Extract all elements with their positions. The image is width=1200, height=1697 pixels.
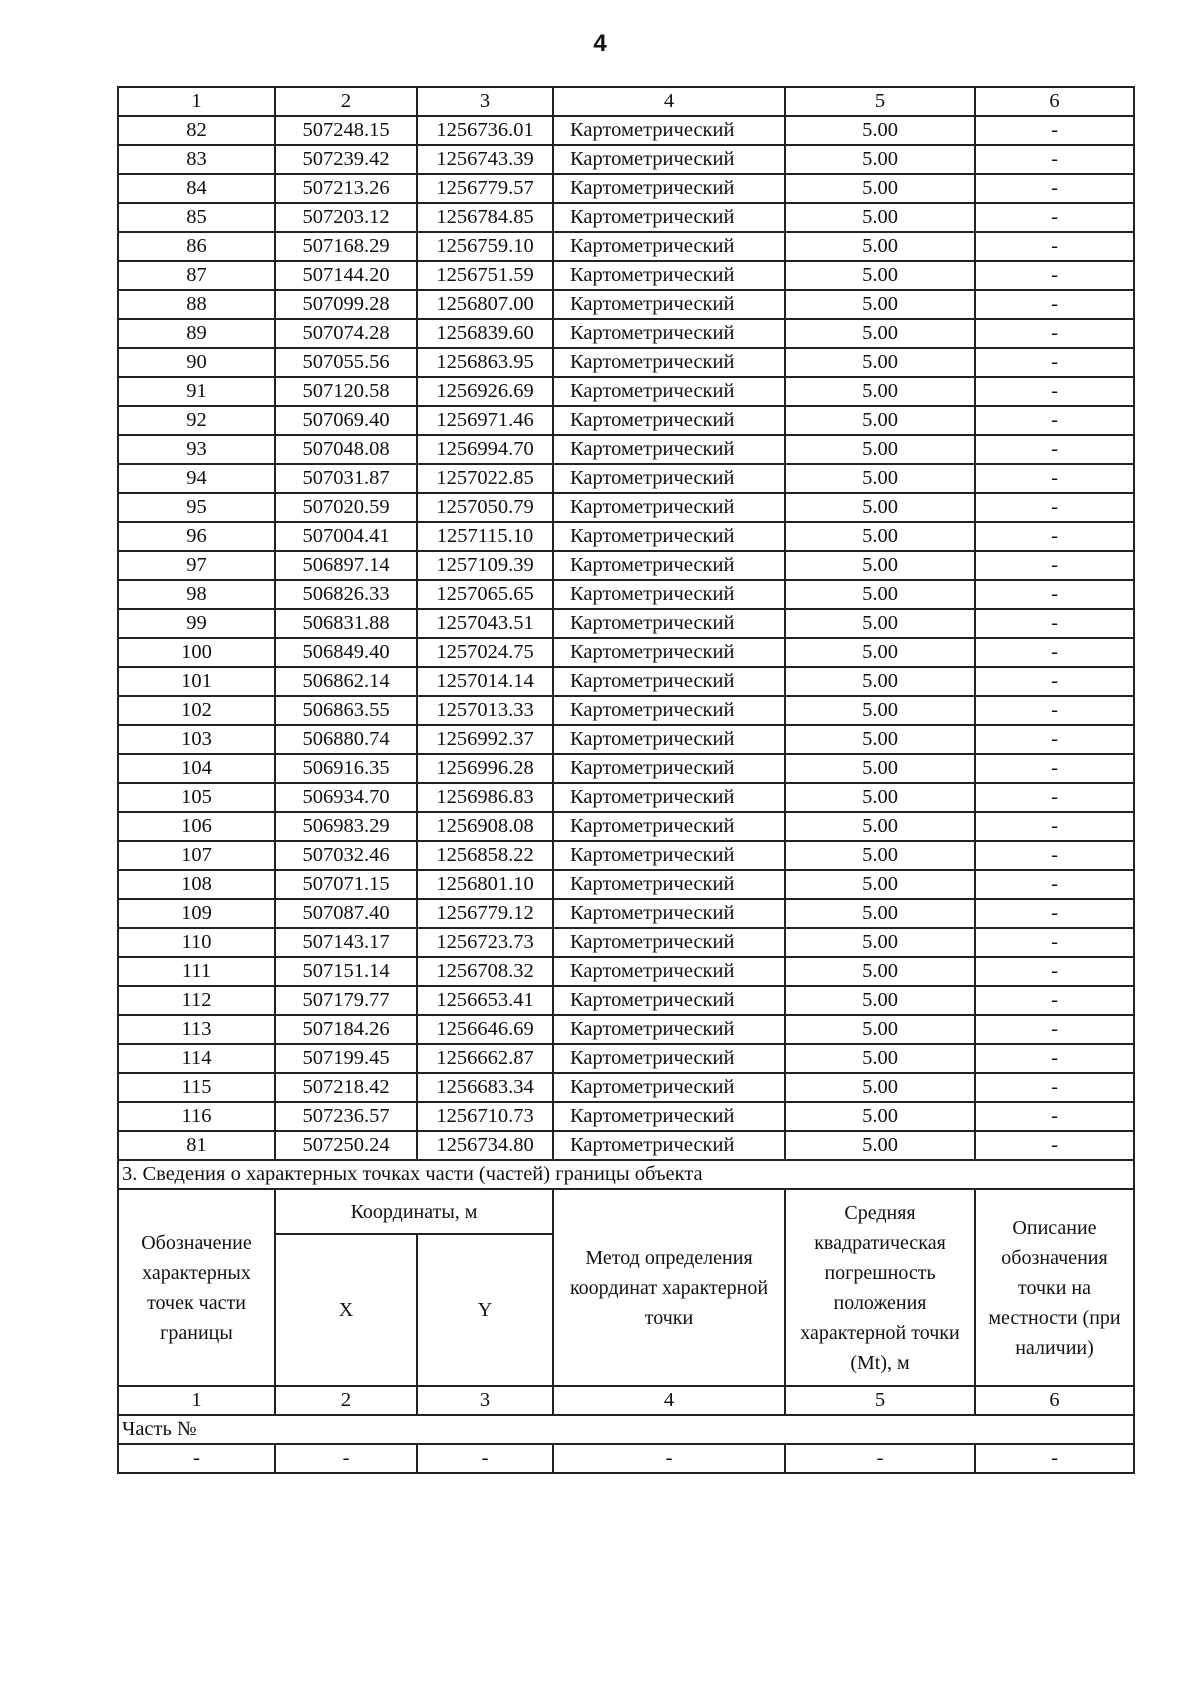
method-cell: Картометрический xyxy=(553,1131,785,1160)
coord-x-cell: 507203.12 xyxy=(275,203,417,232)
method-cell: Картометрический xyxy=(553,638,785,667)
description-cell: - xyxy=(975,1102,1134,1131)
coord-y-cell: 1256736.01 xyxy=(417,116,553,145)
description-cell: - xyxy=(975,957,1134,986)
method-cell: Картометрический xyxy=(553,377,785,406)
mean-error-cell: 5.00 xyxy=(785,638,975,667)
mean-error-cell: 5.00 xyxy=(785,348,975,377)
mean-error-cell: 5.00 xyxy=(785,551,975,580)
mean-error-cell: 5.00 xyxy=(785,116,975,145)
section-3-header-row-top xyxy=(118,1189,1134,1234)
coord-x-cell: 507213.26 xyxy=(275,174,417,203)
page-number: 4 xyxy=(593,30,607,57)
mean-error-cell: 5.00 xyxy=(785,754,975,783)
mean-error-cell: 5.00 xyxy=(785,870,975,899)
coord-x-cell: 507004.41 xyxy=(275,522,417,551)
method-cell: Картометрический xyxy=(553,435,785,464)
coord-y-cell: 1256992.37 xyxy=(417,725,553,754)
method-cell: Картометрический xyxy=(553,1015,785,1044)
coord-x-cell: 506826.33 xyxy=(275,580,417,609)
table-row xyxy=(118,986,1134,1015)
table-row xyxy=(118,957,1134,986)
point-number-cell: 100 xyxy=(118,638,275,667)
mean-error-cell: 5.00 xyxy=(785,232,975,261)
header-mean-error: Средняя квадратическая погрешность положения характерной точки (Mt), м xyxy=(785,1189,975,1386)
table-row xyxy=(118,116,1134,145)
coord-x-cell: 507055.56 xyxy=(275,348,417,377)
description-cell: - xyxy=(975,174,1134,203)
table-row xyxy=(118,1131,1134,1160)
coord-y-cell: 1257115.10 xyxy=(417,522,553,551)
description-cell: - xyxy=(975,812,1134,841)
column-number: 5 xyxy=(785,87,975,116)
table-row xyxy=(118,290,1134,319)
coord-x-cell: 506897.14 xyxy=(275,551,417,580)
coord-x-cell: 506880.74 xyxy=(275,725,417,754)
point-number-cell: 116 xyxy=(118,1102,275,1131)
mean-error-cell: 5.00 xyxy=(785,319,975,348)
column-number: 4 xyxy=(553,1386,785,1415)
coord-y-cell: 1257024.75 xyxy=(417,638,553,667)
method-cell: Картометрический xyxy=(553,406,785,435)
description-cell: - xyxy=(975,1015,1134,1044)
coord-x-cell: 507236.57 xyxy=(275,1102,417,1131)
coord-x-cell: 507144.20 xyxy=(275,261,417,290)
table-row xyxy=(118,725,1134,754)
point-number-cell: 113 xyxy=(118,1015,275,1044)
description-cell: - xyxy=(975,261,1134,290)
method-cell: Картометрический xyxy=(553,1044,785,1073)
table-row xyxy=(118,870,1134,899)
table-row xyxy=(118,696,1134,725)
description-cell: - xyxy=(975,725,1134,754)
point-number-cell: 105 xyxy=(118,783,275,812)
table-row xyxy=(118,145,1134,174)
section-3-column-number-row xyxy=(118,1386,1134,1415)
table-row xyxy=(118,261,1134,290)
method-cell: Картометрический xyxy=(553,493,785,522)
table-row xyxy=(118,232,1134,261)
table-row xyxy=(118,1102,1134,1131)
section-3-title-row xyxy=(118,1160,1134,1189)
mean-error-cell: 5.00 xyxy=(785,522,975,551)
description-cell: - xyxy=(975,435,1134,464)
table-row xyxy=(118,783,1134,812)
coord-x-cell: 507069.40 xyxy=(275,406,417,435)
method-cell: Картометрический xyxy=(553,203,785,232)
coord-y-cell: 1257014.14 xyxy=(417,667,553,696)
table-row xyxy=(118,435,1134,464)
method-cell: Картометрический xyxy=(553,116,785,145)
method-cell: Картометрический xyxy=(553,928,785,957)
coord-x-cell: 506849.40 xyxy=(275,638,417,667)
coord-x-cell: 507179.77 xyxy=(275,986,417,1015)
coord-y-cell: 1256723.73 xyxy=(417,928,553,957)
coord-x-cell: 507143.17 xyxy=(275,928,417,957)
point-number-cell: 83 xyxy=(118,145,275,174)
table-row xyxy=(118,493,1134,522)
coord-x-cell: 506862.14 xyxy=(275,667,417,696)
table-row xyxy=(118,928,1134,957)
description-cell: - xyxy=(975,1073,1134,1102)
mean-error-cell: 5.00 xyxy=(785,957,975,986)
table-row xyxy=(118,319,1134,348)
coord-x-cell: 507032.46 xyxy=(275,841,417,870)
coord-y-cell: 1257013.33 xyxy=(417,696,553,725)
table-row xyxy=(118,580,1134,609)
method-cell: Картометрический xyxy=(553,754,785,783)
table-row xyxy=(118,754,1134,783)
table-row xyxy=(118,899,1134,928)
coord-x-cell: 506916.35 xyxy=(275,754,417,783)
description-cell: - xyxy=(975,319,1134,348)
description-cell: - xyxy=(975,116,1134,145)
method-cell: Картометрический xyxy=(553,1102,785,1131)
mean-error-cell: 5.00 xyxy=(785,1044,975,1073)
description-cell: - xyxy=(975,290,1134,319)
header-y: Y xyxy=(417,1234,553,1386)
point-number-cell: 115 xyxy=(118,1073,275,1102)
empty-cell: - xyxy=(417,1444,553,1473)
point-number-cell: 93 xyxy=(118,435,275,464)
coord-x-cell: 507218.42 xyxy=(275,1073,417,1102)
table-row xyxy=(118,1073,1134,1102)
mean-error-cell: 5.00 xyxy=(785,493,975,522)
description-cell: - xyxy=(975,493,1134,522)
coord-y-cell: 1256734.80 xyxy=(417,1131,553,1160)
point-number-cell: 96 xyxy=(118,522,275,551)
table-row xyxy=(118,812,1134,841)
point-number-cell: 97 xyxy=(118,551,275,580)
coord-x-cell: 507184.26 xyxy=(275,1015,417,1044)
point-number-cell: 95 xyxy=(118,493,275,522)
description-cell: - xyxy=(975,609,1134,638)
description-cell: - xyxy=(975,464,1134,493)
section-3-title: 3. Сведения о характерных точках части (частей) границы объекта xyxy=(118,1160,1134,1189)
point-number-cell: 101 xyxy=(118,667,275,696)
description-cell: - xyxy=(975,696,1134,725)
coord-y-cell: 1256779.57 xyxy=(417,174,553,203)
point-number-cell: 102 xyxy=(118,696,275,725)
part-label: Часть № xyxy=(118,1415,1134,1444)
method-cell: Картометрический xyxy=(553,464,785,493)
description-cell: - xyxy=(975,551,1134,580)
column-number: 6 xyxy=(975,87,1134,116)
part-label-row xyxy=(118,1415,1134,1444)
point-number-cell: 85 xyxy=(118,203,275,232)
mean-error-cell: 5.00 xyxy=(785,841,975,870)
mean-error-cell: 5.00 xyxy=(785,783,975,812)
description-cell: - xyxy=(975,783,1134,812)
table-row xyxy=(118,174,1134,203)
description-cell: - xyxy=(975,1044,1134,1073)
mean-error-cell: 5.00 xyxy=(785,580,975,609)
description-cell: - xyxy=(975,928,1134,957)
header-method: Метод определения координат характерной точки xyxy=(553,1189,785,1386)
description-cell: - xyxy=(975,667,1134,696)
coord-x-cell: 506934.70 xyxy=(275,783,417,812)
table-row xyxy=(118,551,1134,580)
column-number: 3 xyxy=(417,1386,553,1415)
coord-x-cell: 507248.15 xyxy=(275,116,417,145)
coord-x-cell: 506983.29 xyxy=(275,812,417,841)
mean-error-cell: 5.00 xyxy=(785,725,975,754)
table-row xyxy=(118,1015,1134,1044)
empty-cell: - xyxy=(553,1444,785,1473)
column-number: 3 xyxy=(417,87,553,116)
point-number-cell: 90 xyxy=(118,348,275,377)
mean-error-cell: 5.00 xyxy=(785,1131,975,1160)
point-number-cell: 81 xyxy=(118,1131,275,1160)
method-cell: Картометрический xyxy=(553,609,785,638)
coord-y-cell: 1256996.28 xyxy=(417,754,553,783)
mean-error-cell: 5.00 xyxy=(785,1015,975,1044)
coord-y-cell: 1256858.22 xyxy=(417,841,553,870)
method-cell: Картометрический xyxy=(553,348,785,377)
mean-error-cell: 5.00 xyxy=(785,290,975,319)
table-row xyxy=(118,348,1134,377)
header-x: X xyxy=(275,1234,417,1386)
method-cell: Картометрический xyxy=(553,551,785,580)
point-number-cell: 89 xyxy=(118,319,275,348)
mean-error-cell: 5.00 xyxy=(785,203,975,232)
header-point-designation: Обозначение характерных точек части границы xyxy=(118,1189,275,1386)
table-row xyxy=(118,841,1134,870)
coord-x-cell: 507074.28 xyxy=(275,319,417,348)
description-cell: - xyxy=(975,145,1134,174)
description-cell: - xyxy=(975,522,1134,551)
coord-y-cell: 1257043.51 xyxy=(417,609,553,638)
method-cell: Картометрический xyxy=(553,667,785,696)
coordinates-table xyxy=(117,86,1135,1474)
coord-y-cell: 1256801.10 xyxy=(417,870,553,899)
coord-y-cell: 1256646.69 xyxy=(417,1015,553,1044)
point-number-cell: 114 xyxy=(118,1044,275,1073)
column-number: 2 xyxy=(275,87,417,116)
mean-error-cell: 5.00 xyxy=(785,609,975,638)
method-cell: Картометрический xyxy=(553,261,785,290)
mean-error-cell: 5.00 xyxy=(785,1102,975,1131)
coord-y-cell: 1256708.32 xyxy=(417,957,553,986)
point-number-cell: 84 xyxy=(118,174,275,203)
point-number-cell: 99 xyxy=(118,609,275,638)
method-cell: Картометрический xyxy=(553,725,785,754)
point-number-cell: 112 xyxy=(118,986,275,1015)
description-cell: - xyxy=(975,406,1134,435)
coord-x-cell: 507071.15 xyxy=(275,870,417,899)
point-number-cell: 110 xyxy=(118,928,275,957)
column-number: 2 xyxy=(275,1386,417,1415)
point-number-cell: 108 xyxy=(118,870,275,899)
coord-y-cell: 1256653.41 xyxy=(417,986,553,1015)
table-row xyxy=(118,377,1134,406)
coord-x-cell: 507120.58 xyxy=(275,377,417,406)
coord-y-cell: 1256784.85 xyxy=(417,203,553,232)
method-cell: Картометрический xyxy=(553,232,785,261)
coord-x-cell: 507151.14 xyxy=(275,957,417,986)
mean-error-cell: 5.00 xyxy=(785,406,975,435)
method-cell: Картометрический xyxy=(553,319,785,348)
description-cell: - xyxy=(975,203,1134,232)
coord-y-cell: 1256743.39 xyxy=(417,145,553,174)
method-cell: Картометрический xyxy=(553,174,785,203)
coord-y-cell: 1257022.85 xyxy=(417,464,553,493)
coord-y-cell: 1256779.12 xyxy=(417,899,553,928)
method-cell: Картометрический xyxy=(553,957,785,986)
mean-error-cell: 5.00 xyxy=(785,812,975,841)
point-number-cell: 88 xyxy=(118,290,275,319)
mean-error-cell: 5.00 xyxy=(785,1073,975,1102)
coord-x-cell: 507031.87 xyxy=(275,464,417,493)
point-number-cell: 92 xyxy=(118,406,275,435)
point-number-cell: 106 xyxy=(118,812,275,841)
mean-error-cell: 5.00 xyxy=(785,986,975,1015)
method-cell: Картометрический xyxy=(553,580,785,609)
method-cell: Картометрический xyxy=(553,696,785,725)
description-cell: - xyxy=(975,580,1134,609)
table-row xyxy=(118,203,1134,232)
coord-y-cell: 1256908.08 xyxy=(417,812,553,841)
description-cell: - xyxy=(975,899,1134,928)
table-row xyxy=(118,1044,1134,1073)
method-cell: Картометрический xyxy=(553,841,785,870)
method-cell: Картометрический xyxy=(553,145,785,174)
coord-y-cell: 1256759.10 xyxy=(417,232,553,261)
mean-error-cell: 5.00 xyxy=(785,435,975,464)
description-cell: - xyxy=(975,377,1134,406)
empty-cell: - xyxy=(975,1444,1134,1473)
table-row xyxy=(118,464,1134,493)
table-row xyxy=(118,667,1134,696)
description-cell: - xyxy=(975,638,1134,667)
mean-error-cell: 5.00 xyxy=(785,145,975,174)
description-cell: - xyxy=(975,1131,1134,1160)
column-number-row xyxy=(118,87,1134,116)
method-cell: Картометрический xyxy=(553,812,785,841)
empty-cell: - xyxy=(118,1444,275,1473)
mean-error-cell: 5.00 xyxy=(785,899,975,928)
coord-y-cell: 1256863.95 xyxy=(417,348,553,377)
coord-x-cell: 507168.29 xyxy=(275,232,417,261)
coordinates-table-body xyxy=(118,87,1134,1473)
empty-part-row xyxy=(118,1444,1134,1473)
coord-y-cell: 1257050.79 xyxy=(417,493,553,522)
point-number-cell: 86 xyxy=(118,232,275,261)
column-number: 1 xyxy=(118,1386,275,1415)
mean-error-cell: 5.00 xyxy=(785,377,975,406)
header-coordinates: Координаты, м xyxy=(275,1189,553,1234)
description-cell: - xyxy=(975,348,1134,377)
point-number-cell: 87 xyxy=(118,261,275,290)
coord-y-cell: 1256807.00 xyxy=(417,290,553,319)
coord-y-cell: 1256839.60 xyxy=(417,319,553,348)
mean-error-cell: 5.00 xyxy=(785,667,975,696)
coord-y-cell: 1256986.83 xyxy=(417,783,553,812)
table-row xyxy=(118,609,1134,638)
empty-cell: - xyxy=(785,1444,975,1473)
point-number-cell: 91 xyxy=(118,377,275,406)
coord-y-cell: 1257065.65 xyxy=(417,580,553,609)
coord-x-cell: 507087.40 xyxy=(275,899,417,928)
header-description: Описание обозначения точки на местности (при наличии) xyxy=(975,1189,1134,1386)
coord-x-cell: 507199.45 xyxy=(275,1044,417,1073)
coord-x-cell: 506831.88 xyxy=(275,609,417,638)
coord-x-cell: 506863.55 xyxy=(275,696,417,725)
method-cell: Картометрический xyxy=(553,1073,785,1102)
point-number-cell: 109 xyxy=(118,899,275,928)
mean-error-cell: 5.00 xyxy=(785,696,975,725)
table-row xyxy=(118,406,1134,435)
point-number-cell: 104 xyxy=(118,754,275,783)
method-cell: Картометрический xyxy=(553,783,785,812)
description-cell: - xyxy=(975,870,1134,899)
description-cell: - xyxy=(975,232,1134,261)
mean-error-cell: 5.00 xyxy=(785,928,975,957)
coord-y-cell: 1256710.73 xyxy=(417,1102,553,1131)
coord-x-cell: 507020.59 xyxy=(275,493,417,522)
method-cell: Картометрический xyxy=(553,290,785,319)
method-cell: Картометрический xyxy=(553,986,785,1015)
column-number: 5 xyxy=(785,1386,975,1415)
description-cell: - xyxy=(975,986,1134,1015)
table-row xyxy=(118,638,1134,667)
coord-y-cell: 1256662.87 xyxy=(417,1044,553,1073)
method-cell: Картометрический xyxy=(553,522,785,551)
method-cell: Картометрический xyxy=(553,899,785,928)
mean-error-cell: 5.00 xyxy=(785,464,975,493)
point-number-cell: 82 xyxy=(118,116,275,145)
point-number-cell: 94 xyxy=(118,464,275,493)
point-number-cell: 98 xyxy=(118,580,275,609)
point-number-cell: 107 xyxy=(118,841,275,870)
table-row xyxy=(118,522,1134,551)
coord-x-cell: 507239.42 xyxy=(275,145,417,174)
mean-error-cell: 5.00 xyxy=(785,261,975,290)
column-number: 1 xyxy=(118,87,275,116)
coord-y-cell: 1256926.69 xyxy=(417,377,553,406)
column-number: 6 xyxy=(975,1386,1134,1415)
coord-x-cell: 507048.08 xyxy=(275,435,417,464)
coord-y-cell: 1256994.70 xyxy=(417,435,553,464)
point-number-cell: 111 xyxy=(118,957,275,986)
coord-y-cell: 1257109.39 xyxy=(417,551,553,580)
description-cell: - xyxy=(975,754,1134,783)
empty-cell: - xyxy=(275,1444,417,1473)
coord-y-cell: 1256971.46 xyxy=(417,406,553,435)
method-cell: Картометрический xyxy=(553,870,785,899)
coord-y-cell: 1256751.59 xyxy=(417,261,553,290)
point-number-cell: 103 xyxy=(118,725,275,754)
column-number: 4 xyxy=(553,87,785,116)
mean-error-cell: 5.00 xyxy=(785,174,975,203)
coord-x-cell: 507250.24 xyxy=(275,1131,417,1160)
coord-y-cell: 1256683.34 xyxy=(417,1073,553,1102)
coord-x-cell: 507099.28 xyxy=(275,290,417,319)
description-cell: - xyxy=(975,841,1134,870)
